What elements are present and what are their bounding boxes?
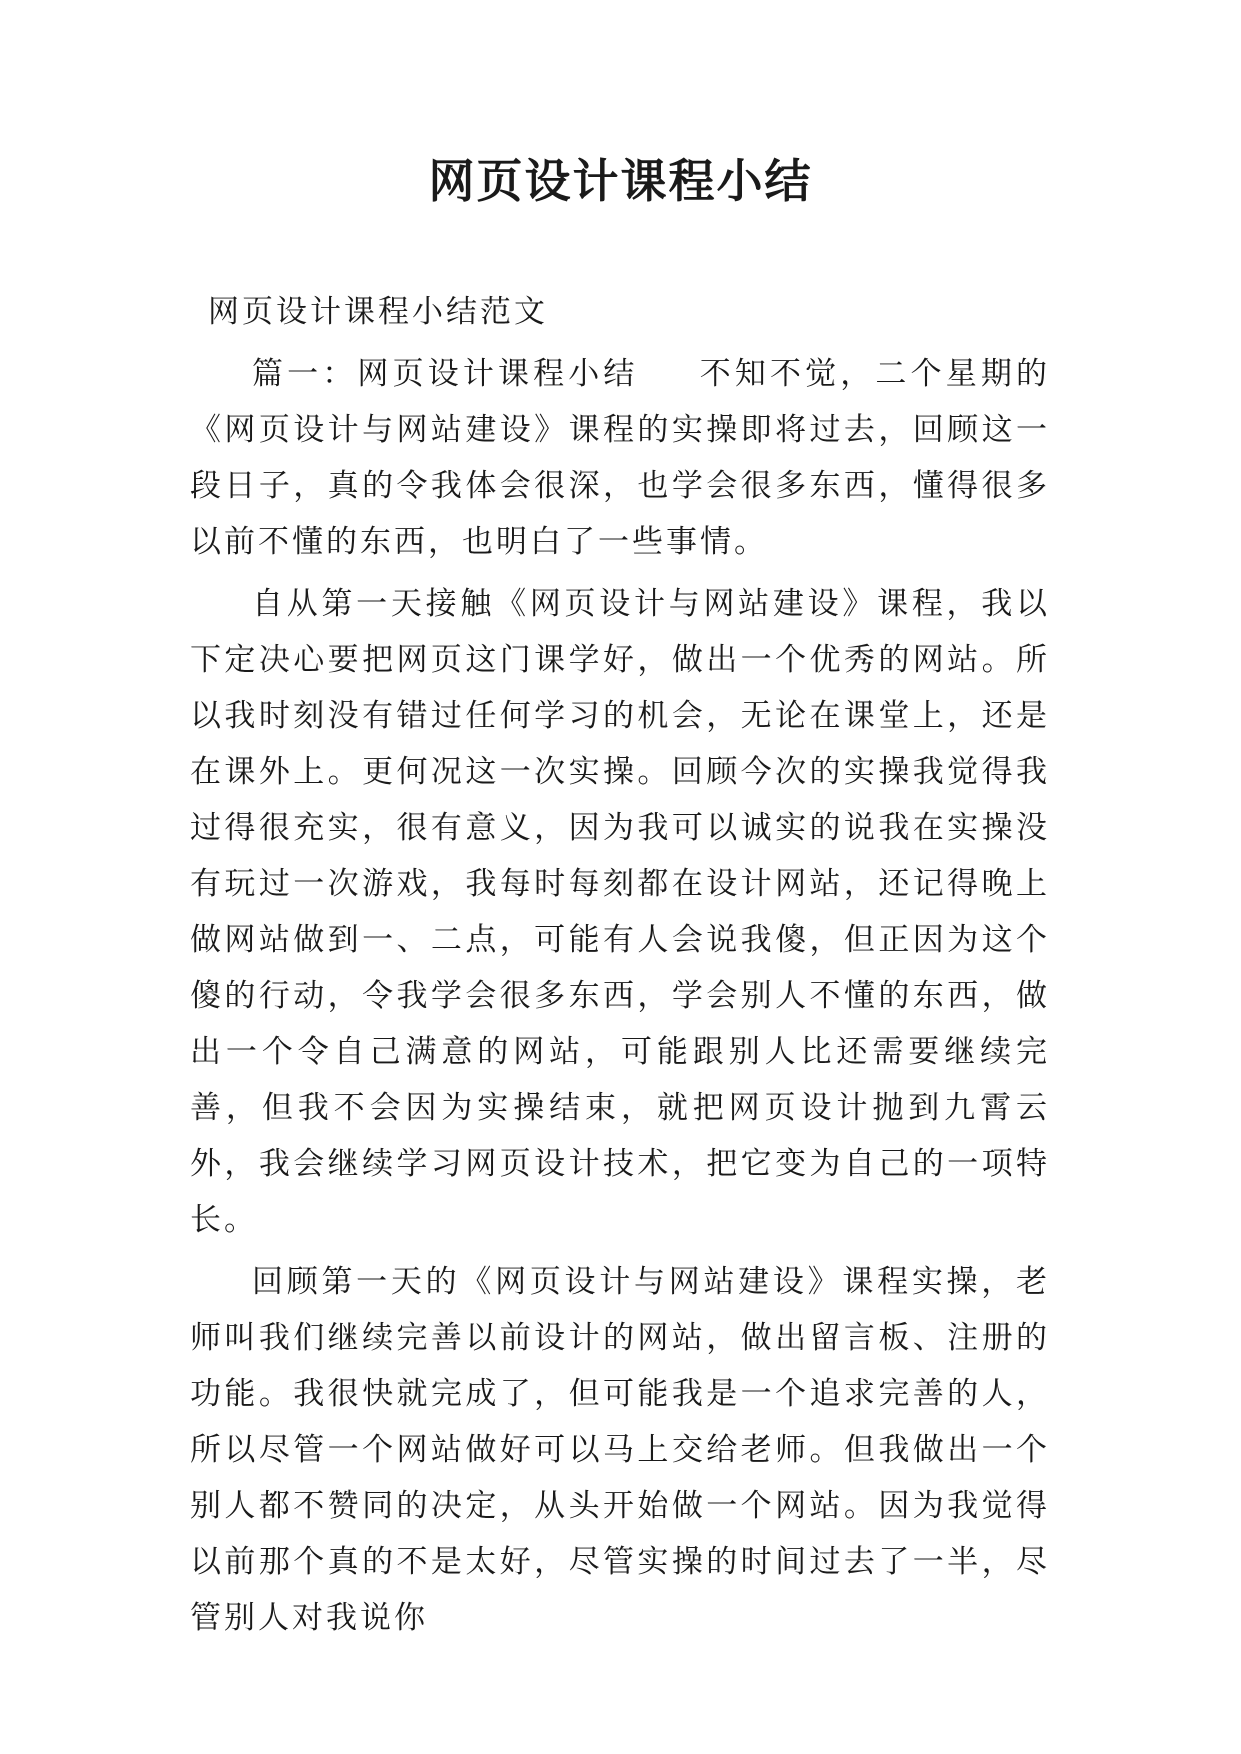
paragraph-2: 自从第一天接触《网页设计与网站建设》课程，我以下定决心要把网页这门课学好，做出一个优秀的网站。所以我时刻没有错过任何学习的机会，无论在课堂上，还是在课外上。更何况这一次实操。回顾今次的实操我觉得我过得很充实，很有意义，因为我可以诚实的说我在实操没有玩过一次游戏，我每时每刻都在设计网站，还记得晚上做网站做到一、二点，可能有人会说我傻，但正因为这个傻的行动，令我学会很多东西，学会别人不懂的东西，做出一个令自己满意的网站，可能跟别人比还需要继续完善，但我不会因为实操结束，就把网页设计抛到九霄云外，我会继续学习网页设计技术，把它变为自己的一项特长。 bbox=[190, 586, 1050, 1238]
document-body bbox=[190, 284, 1050, 1652]
paragraph-3: 回顾第一天的《网页设计与网站建设》课程实操，老师叫我们继续完善以前设计的网站，做出留言板、注册的功能。我很快就完成了，但可能我是一个追求完善的人，所以尽管一个网站做好可以马上交给老师。但我做出一个别人都不赞同的决定，从头开始做一个网站。因为我觉得以前那个真的不是太好，尽管实操的时间过去了一半，尽管别人对我说你 bbox=[190, 1264, 1050, 1636]
paragraph-1 bbox=[190, 346, 1050, 570]
paragraph-heading: 篇一：网页设计课程小结 bbox=[252, 356, 639, 392]
paragraph-1-text: 不知不觉，二个星期的《网页设计与网站建设》课程的实操即将过去，回顾这一段日子，真的令我体会很深，也学会很多东西，懂得很多以前不懂的东西，也明白了一些事情。 bbox=[190, 356, 1051, 560]
document-title: 网页设计课程小结 bbox=[428, 154, 813, 208]
document-subtitle: 网页设计课程小结范文 bbox=[208, 294, 548, 330]
